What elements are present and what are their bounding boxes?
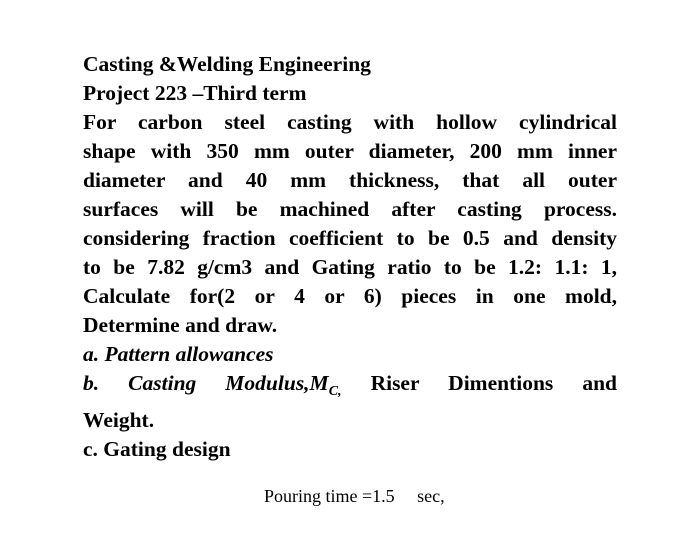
- item-b-subscript: C,: [328, 384, 342, 399]
- document-title: Casting &Welding Engineering: [83, 52, 371, 76]
- problem-line-6: to be 7.82 g/cm3 and Gating ratio to be 1.2: 1.1: 1,: [83, 255, 617, 279]
- item-b: [83, 369, 617, 406]
- problem-line-7: Calculate for(2 or 4 or 6) pieces in one mold,: [83, 284, 617, 308]
- item-c: c. Gating design: [83, 437, 231, 461]
- document-body: [83, 50, 617, 464]
- item-b-rest: Riser Dimentions and: [341, 371, 617, 395]
- problem-line-2: shape with 350 mm outer diameter, 200 mm inner: [83, 139, 617, 163]
- problem-line-4: surfaces will be machined after casting process.: [83, 197, 617, 221]
- item-b-prefix: b. Casting Modulus,M: [83, 371, 329, 395]
- document-subtitle: Project 223 –Third term: [83, 81, 307, 105]
- item-b-continuation: Weight.: [83, 408, 155, 432]
- problem-line-3: diameter and 40 mm thickness, that all outer: [83, 168, 617, 192]
- item-a: a. Pattern allowances: [83, 342, 274, 366]
- problem-line-1: For carbon steel casting with hollow cylindrical: [83, 110, 617, 134]
- instruction-line: Determine and draw.: [83, 313, 278, 337]
- pouring-time-note: Pouring time =1.5 sec,: [264, 486, 445, 506]
- problem-line-5: considering fraction coefficient to be 0.5 and density: [83, 226, 617, 250]
